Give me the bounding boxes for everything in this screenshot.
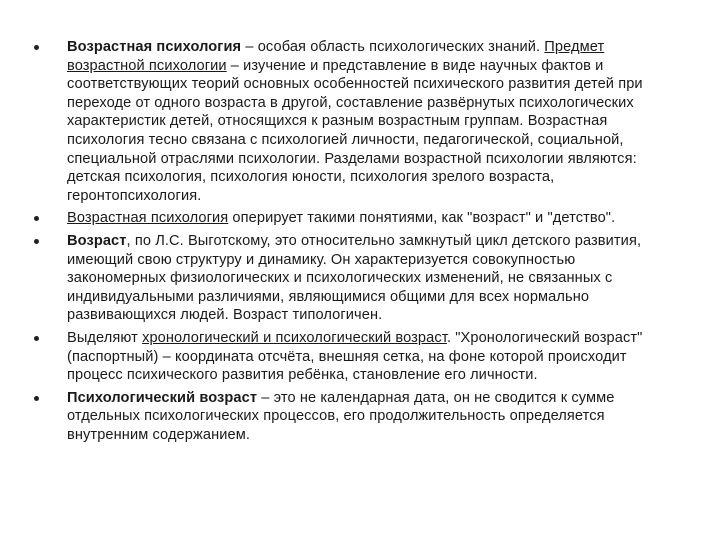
term-underlined: Возрастная психология (67, 210, 229, 227)
text: – это не календарная дата, он не сводится к сумме отдельных психологических процессов, его продолжительность определяется внутренним содержанием. (67, 389, 615, 443)
bullet-list (38, 38, 678, 448)
bullet-icon (34, 336, 39, 341)
bullet-icon (34, 216, 39, 221)
bullet-icon (34, 396, 39, 401)
bullet-item-chronological-age (38, 329, 678, 385)
text: оперирует такими понятиями, как "возраст" и "детство". (228, 210, 616, 227)
bullet-icon (34, 45, 39, 50)
bullet-icon (34, 239, 39, 244)
text: . "Хронологический возраст" (паспортный) – координата отсчёта, внешняя сетка, на фоне которой происходит процесс психического развития ребёнка, становление его личности. (67, 329, 643, 384)
text: Выделяют (67, 329, 143, 346)
term-bold: Возрастная психология (67, 39, 242, 55)
bullet-item-concepts (38, 209, 678, 228)
text: – особая область психологических знаний. (241, 39, 545, 55)
bullet-item-age-psychology (38, 38, 678, 205)
term-underlined: хронологический и психологический возраст (142, 329, 447, 346)
text: , по Л.С. Выготскому, это относительно замкнутый цикл детского развития, имеющий свою структуру и динамику. Он характеризуется совокупностью закономерных физиологических и психологических изменений, не связанных с индивидуальными различиями, являющимися общими для всех нормально развивающихся людей. Возраст типологичен. (67, 232, 642, 324)
text: – изучение и представление в виде научных фактов и соответствующих теорий основных особенностей психического развития детей при переходе от одного возраста в другой, составление развёрнутых психологических характеристик детей, относящихся к разным возрастным группам. Возрастная психология тесно связана с психологией личности, педагогической, социальной, специальной отраслями психологии. Разделами возрастной психологии являются: детская психология, психология юности, психология зрелого возраста, геронтопсихология. (67, 57, 643, 204)
term-bold: Возраст (67, 232, 127, 249)
term-underlined: Предмет возрастной психологии (67, 39, 605, 74)
term-bold: Психологический возраст (67, 389, 258, 406)
bullet-item-age-definition (38, 232, 678, 325)
bullet-item-psychological-age (38, 389, 678, 445)
